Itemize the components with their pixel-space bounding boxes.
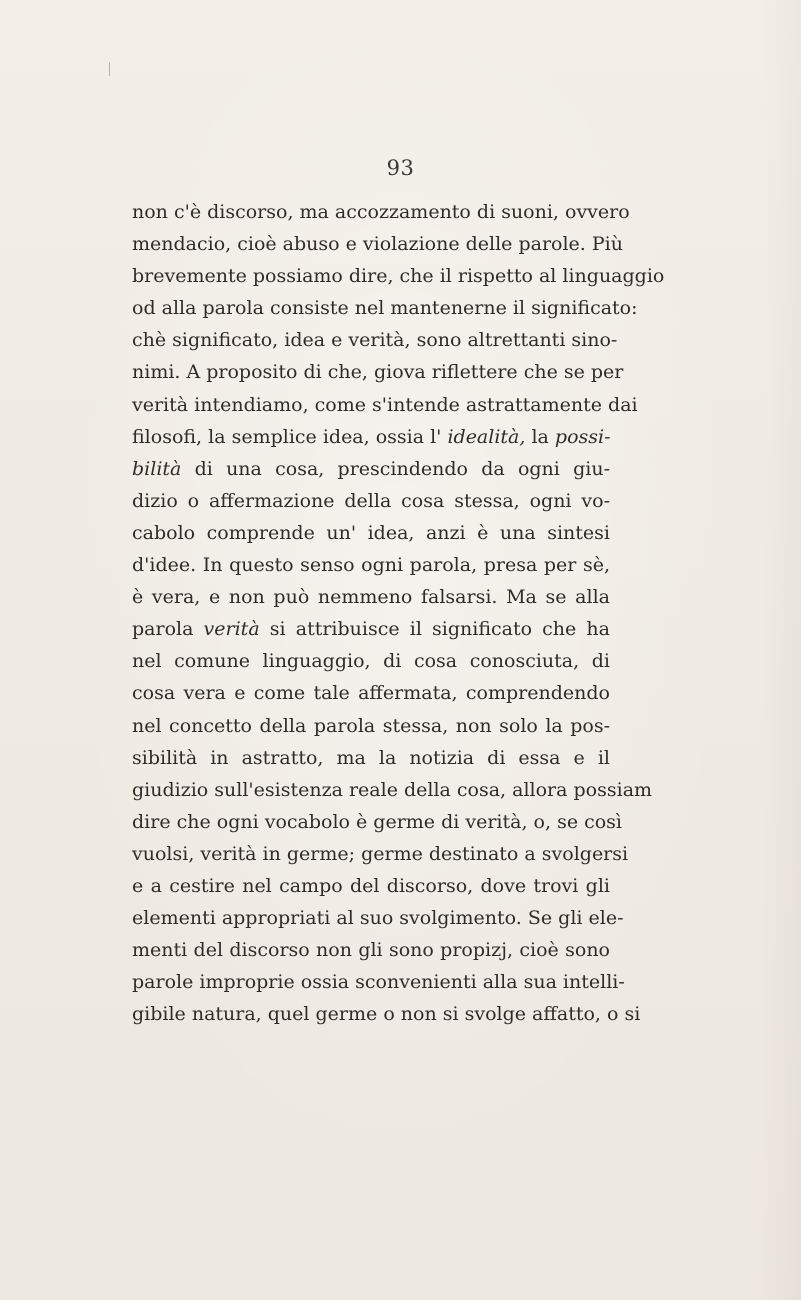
text-line-2: mendacio, cioè abuso e violazione delle parole. Più [132, 233, 623, 256]
text-line-22: e a cestire nel campo del discorso, dove trovi gli [132, 874, 610, 897]
text-line-16: cosa vera e come tale affermata, comprendendo [132, 682, 610, 705]
page-number: 93 [386, 156, 415, 180]
text-segment: si attribuisce il significato che ha [259, 618, 610, 641]
italic-term-idealita: idealità, [447, 425, 526, 448]
text-line-17: nel concetto della parola stessa, non solo la pos- [132, 714, 610, 737]
text-line-10: dizio o affermazione della cosa stessa, ogni vo- [132, 489, 610, 512]
text-line-6: nimi. A proposito di che, giova riflettere che se per [132, 361, 624, 384]
text-segment: filosofi, la semplice idea, ossia l' [132, 425, 448, 448]
text-line-3: brevemente possiamo dire, che il rispetto al linguaggio [132, 265, 665, 288]
text-line-26: gibile natura, quel germe o non si svolge affatto, o si [132, 1003, 641, 1026]
text-line-12: d'idee. In questo senso ogni parola, presa per sè, [132, 554, 610, 577]
text-line-8 [132, 421, 610, 453]
text-line-19: giudizio sull'esistenza reale della cosa, allora possiam [132, 778, 653, 801]
text-line-13: è vera, e non può nemmeno falsarsi. Ma se alla [132, 586, 610, 609]
text-line-21: vuolsi, verità in germe; germe destinato a svolgersi [132, 842, 629, 865]
text-line-9 [132, 453, 610, 485]
italic-term-possi: possi- [554, 425, 611, 448]
italic-term-verita: verità [203, 618, 260, 641]
text-segment: parola [132, 618, 204, 641]
text-line-4: od alla parola consiste nel mantenerne il significato: [132, 297, 638, 320]
text-line-18: sibilità in astratto, ma la notizia di essa e il [132, 746, 610, 769]
text-line-20: dire che ogni vocabolo è germe di verità, o, se così [132, 810, 623, 833]
margin-mark [109, 62, 110, 76]
text-line-24: menti del discorso non gli sono propizj, cioè sono [132, 939, 610, 962]
text-line-15: nel comune linguaggio, di cosa conosciuta, di [132, 650, 610, 673]
text-line-14 [132, 613, 610, 645]
text-line-7: verità intendiamo, come s'intende astrattamente dai [132, 393, 638, 416]
body-text [132, 196, 665, 1030]
page-edge-shadow [761, 0, 801, 1300]
text-line-25: parole improprie ossia sconvenienti alla sua intelli- [132, 971, 625, 994]
text-line-1: non c'è discorso, ma accozzamento di suoni, ovvero [132, 201, 630, 223]
text-segment: la [525, 425, 555, 448]
text-line-11: cabolo comprende un' idea, anzi è una sintesi [132, 521, 610, 544]
italic-term-bilita: bilità [132, 457, 182, 480]
text-segment: di una cosa, prescindendo da ogni giu- [181, 457, 610, 480]
text-line-5: chè significato, idea e verità, sono altrettanti sino- [132, 329, 618, 352]
text-line-23: elementi appropriati al suo svolgimento. Se gli ele- [132, 907, 624, 930]
